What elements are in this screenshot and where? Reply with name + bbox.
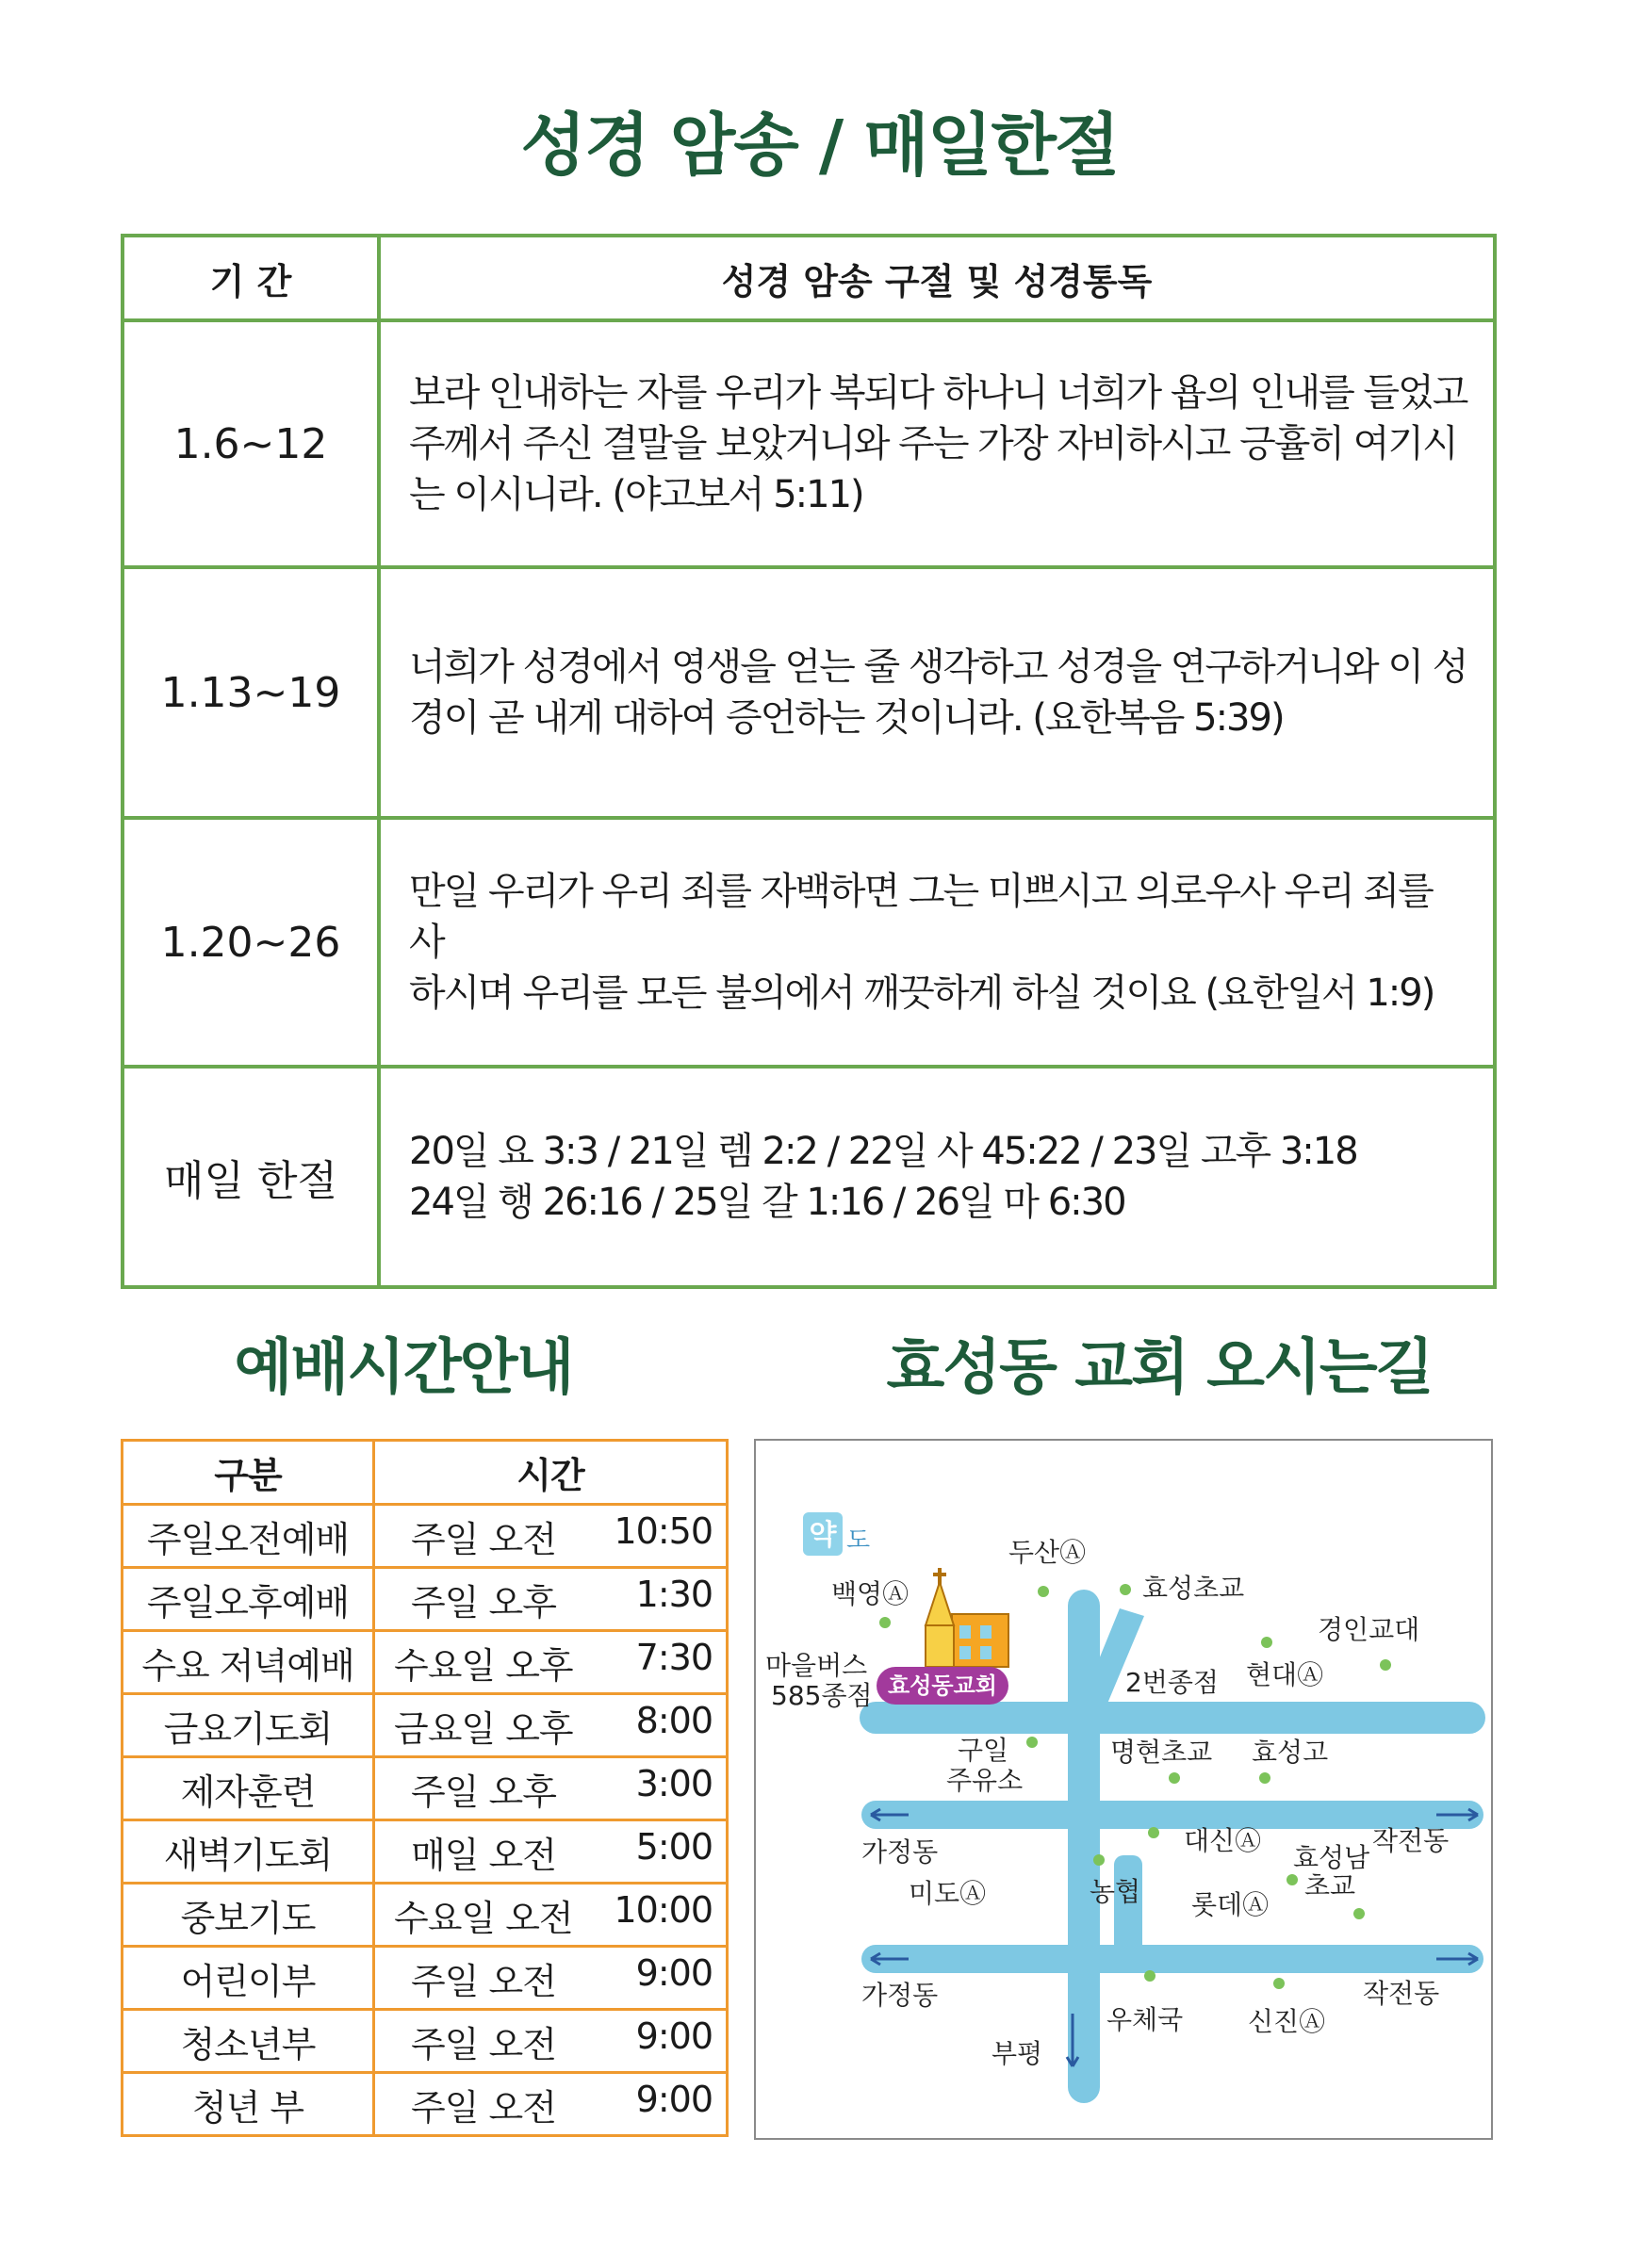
dot-marker-icon [1261, 1637, 1272, 1648]
table-row [123, 1757, 728, 1820]
map-label: 신진Ⓐ [1248, 2006, 1326, 2037]
service-time [374, 1820, 728, 1884]
map-label: 585종점 [771, 1680, 873, 1711]
service-day: 금요일 오후 [394, 1707, 573, 1750]
service-hour: 9:00 [635, 1951, 713, 1994]
directions-map [754, 1439, 1493, 2140]
table-row [123, 1884, 728, 1947]
service-day: 매일 오전 [411, 1834, 556, 1876]
map-label: 주유소 [946, 1765, 1024, 1796]
service-name: 청소년부 [123, 2010, 374, 2073]
dot-marker-icon [1026, 1737, 1038, 1748]
verse-cell [379, 818, 1495, 1067]
road-horizontal-bottom [861, 1945, 1483, 1973]
verse-row [123, 320, 1495, 567]
map-svg [756, 1441, 1491, 2138]
dot-marker-icon [1038, 1586, 1049, 1597]
church-label: 효성동교회 [888, 1672, 997, 1699]
service-name: 주일오전예배 [123, 1505, 374, 1568]
map-label: 작전동 [1372, 1825, 1450, 1856]
dot-marker-icon [1287, 1874, 1298, 1885]
map-label: 우체국 [1106, 2004, 1184, 2035]
verse-line: 경이 곧 내게 대하여 증언하는 것이니라. (요한복음 5:39) [409, 696, 1284, 740]
table-row [123, 1631, 728, 1694]
road-vertical-short [1114, 1855, 1142, 1961]
period-cell: 매일 한절 [123, 1067, 379, 1287]
verse-cell [379, 1067, 1495, 1287]
table-row [123, 1947, 728, 2010]
service-time [374, 1505, 728, 1568]
directions-section-title: 효성동 교회 오시는길 [886, 1333, 1433, 1403]
verse-line: 주께서 주신 결말을 보았거니와 주는 가장 자비하시고 긍휼히 여기시 [409, 422, 1457, 465]
service-time [374, 1757, 728, 1820]
church-building-icon [926, 1568, 1008, 1667]
service-day: 수요일 오전 [394, 1897, 573, 1939]
worship-table [121, 1439, 729, 2137]
map-label: 가정동 [861, 1836, 939, 1868]
map-label: 농협 [1090, 1876, 1141, 1907]
service-hour: 9:00 [635, 2078, 713, 2120]
map-label: 롯데Ⓐ [1191, 1889, 1270, 1920]
map-label: 현대Ⓐ [1246, 1659, 1324, 1690]
map-label: 백영Ⓐ [831, 1578, 910, 1609]
service-hour: 7:30 [635, 1636, 713, 1678]
period-cell: 1.20~26 [123, 818, 379, 1067]
verse-cell [379, 567, 1495, 818]
verse-table-header-row [123, 236, 1495, 320]
service-day: 주일 오후 [411, 1581, 556, 1623]
service-hour: 9:00 [635, 2015, 713, 2057]
service-time [374, 1947, 728, 2010]
service-time [374, 1884, 728, 1947]
map-badge-sub: 도 [846, 1526, 871, 1555]
map-label: 대신Ⓐ [1184, 1825, 1262, 1856]
dot-marker-icon [879, 1617, 891, 1628]
service-time [374, 2073, 728, 2136]
table-row [123, 1820, 728, 1884]
table-row [123, 2010, 728, 2073]
service-hour: 5:00 [635, 1825, 713, 1868]
table-row [123, 1505, 728, 1568]
map-label: 경인교대 [1318, 1614, 1420, 1645]
table-row [123, 2073, 728, 2136]
map-label: 작전동 [1363, 1978, 1440, 2009]
service-day: 주일 오전 [411, 2086, 556, 2129]
service-time [374, 1568, 728, 1631]
service-name: 청년 부 [123, 2073, 374, 2136]
service-day: 수요일 오후 [394, 1644, 573, 1687]
dot-marker-icon [1169, 1772, 1180, 1784]
dot-marker-icon [1093, 1854, 1105, 1866]
period-cell: 1.6~12 [123, 320, 379, 567]
verse-line: 는 이시니라. (야고보서 5:11) [409, 473, 863, 516]
map-label: 효성고 [1252, 1737, 1329, 1768]
map-badge-main: 약 [809, 1519, 837, 1552]
map-label: 구일 [958, 1735, 1009, 1766]
map-label: 미도Ⓐ [909, 1878, 987, 1909]
service-hour: 10:00 [614, 1888, 713, 1931]
service-name: 금요기도회 [123, 1694, 374, 1757]
map-label: 효성남 [1293, 1842, 1370, 1873]
service-time [374, 1631, 728, 1694]
period-cell: 1.13~19 [123, 567, 379, 818]
verse-cell [379, 320, 1495, 567]
service-hour: 8:00 [635, 1699, 713, 1741]
verse-line: 만일 우리가 우리 죄를 자백하면 그는 미쁘시고 의로우사 우리 죄를 사 [409, 870, 1433, 964]
dot-marker-icon [1259, 1772, 1270, 1784]
category-header: 구분 [123, 1441, 374, 1505]
service-name: 제자훈련 [123, 1757, 374, 1820]
verse-line: 너희가 성경에서 영생을 얻는 줄 생각하고 성경을 연구하거니와 이 성 [409, 645, 1467, 689]
service-time [374, 1694, 728, 1757]
service-day: 주일 오전 [411, 1960, 556, 2002]
time-header: 시간 [374, 1441, 728, 1505]
verse-line: 20일 요 3:3 / 21일 렘 2:2 / 22일 사 45:22 / 23일 고후 3:18 [409, 1130, 1357, 1173]
road-horizontal-top [860, 1702, 1485, 1734]
dot-marker-icon [1120, 1584, 1131, 1595]
verse-line: 하시며 우리를 모든 불의에서 깨끗하게 하실 것이요 (요한일서 1:9) [409, 971, 1434, 1015]
period-header: 기 간 [123, 236, 379, 320]
worship-section-title: 예배시간안내 [234, 1333, 573, 1403]
map-label: 초교 [1304, 1870, 1356, 1901]
page-title: 성경 암송 / 매일한절 [520, 106, 1119, 185]
verse-row [123, 818, 1495, 1067]
dot-marker-icon [1148, 1827, 1159, 1838]
service-name: 어린이부 [123, 1947, 374, 2010]
service-name: 수요 저녁예배 [123, 1631, 374, 1694]
service-name: 새벽기도회 [123, 1820, 374, 1884]
service-hour: 3:00 [635, 1762, 713, 1804]
dot-marker-icon [1273, 1978, 1285, 1989]
map-label: 효성초교 [1142, 1573, 1245, 1604]
map-label: 명현초교 [1110, 1737, 1213, 1768]
map-label: 부평 [992, 2038, 1043, 2069]
table-row [123, 1694, 728, 1757]
map-label: 2번종점 [1125, 1667, 1219, 1698]
verse-line: 24일 행 26:16 / 25일 갈 1:16 / 26일 마 6:30 [409, 1181, 1125, 1224]
dot-marker-icon [1144, 1970, 1155, 1982]
worship-table-header-row [123, 1441, 728, 1505]
dot-marker-icon [1380, 1659, 1391, 1671]
verse-table [121, 234, 1497, 1289]
service-day: 주일 오전 [411, 1518, 556, 1560]
map-label: 두산Ⓐ [1008, 1537, 1087, 1568]
map-label: 가정동 [861, 1980, 939, 2011]
verse-row [123, 567, 1495, 818]
table-row [123, 1568, 728, 1631]
service-name: 주일오후예배 [123, 1568, 374, 1631]
service-time [374, 2010, 728, 2073]
service-hour: 1:30 [635, 1573, 713, 1615]
verse-row [123, 1067, 1495, 1287]
dot-marker-icon [1353, 1908, 1365, 1919]
service-day: 주일 오후 [411, 1770, 556, 1813]
service-hour: 10:50 [614, 1509, 713, 1552]
verse-line: 보라 인내하는 자를 우리가 복되다 하나니 너희가 욥의 인내를 들었고 [409, 371, 1467, 415]
verse-header: 성경 암송 구절 및 성경통독 [379, 236, 1495, 320]
service-name: 중보기도 [123, 1884, 374, 1947]
service-day: 주일 오전 [411, 2023, 556, 2065]
map-label: 마을버스 [765, 1650, 868, 1681]
